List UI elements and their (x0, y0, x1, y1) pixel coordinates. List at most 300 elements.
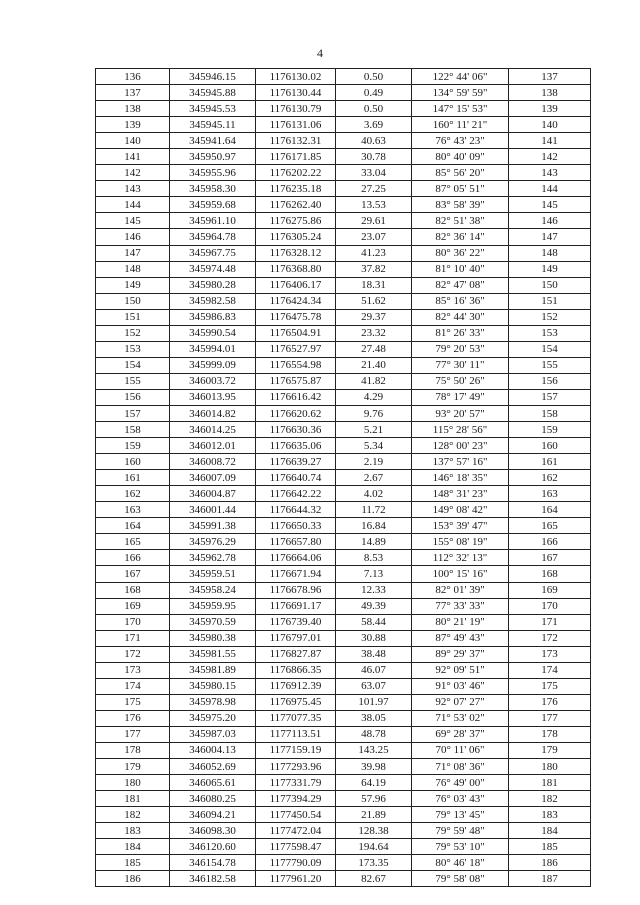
point-number-cell: 140 (96, 133, 170, 149)
x-coordinate-cell: 345958.30 (170, 181, 256, 197)
point-number-cell: 136 (96, 69, 170, 85)
y-coordinate-cell: 1177472.04 (256, 823, 336, 839)
table-row (96, 454, 591, 470)
point-number-cell: 180 (96, 775, 170, 791)
y-coordinate-cell: 1176131.06 (256, 117, 336, 133)
table-row (96, 839, 591, 855)
next-point-cell: 158 (509, 405, 591, 421)
point-number-cell: 141 (96, 149, 170, 165)
table-row (96, 293, 591, 309)
table-row (96, 422, 591, 438)
next-point-cell: 138 (509, 85, 591, 101)
distance-cell: 46.07 (336, 662, 412, 678)
bearing-cell: 79° 20' 53" (412, 341, 509, 357)
table-row (96, 614, 591, 630)
next-point-cell: 157 (509, 389, 591, 405)
point-number-cell: 154 (96, 357, 170, 373)
distance-cell: 37.82 (336, 261, 412, 277)
point-number-cell: 137 (96, 85, 170, 101)
point-number-cell: 139 (96, 117, 170, 133)
table-row (96, 357, 591, 373)
distance-cell: 9.76 (336, 405, 412, 421)
distance-cell: 3.69 (336, 117, 412, 133)
bearing-cell: 148° 31' 23" (412, 486, 509, 502)
bearing-cell: 81° 10' 40" (412, 261, 509, 277)
y-coordinate-cell: 1176262.40 (256, 197, 336, 213)
next-point-cell: 167 (509, 550, 591, 566)
next-point-cell: 173 (509, 646, 591, 662)
bearing-cell: 137° 57' 16" (412, 454, 509, 470)
table-row (96, 101, 591, 117)
table-row (96, 550, 591, 566)
x-coordinate-cell: 345945.88 (170, 85, 256, 101)
x-coordinate-cell: 346003.72 (170, 373, 256, 389)
next-point-cell: 143 (509, 165, 591, 181)
x-coordinate-cell: 346098.30 (170, 823, 256, 839)
distance-cell: 63.07 (336, 678, 412, 694)
point-number-cell: 145 (96, 213, 170, 229)
x-coordinate-cell: 345959.51 (170, 566, 256, 582)
x-coordinate-cell: 346012.01 (170, 438, 256, 454)
table-row (96, 117, 591, 133)
y-coordinate-cell: 1176130.79 (256, 101, 336, 117)
coordinates-table-body (96, 69, 591, 887)
point-number-cell: 149 (96, 277, 170, 293)
next-point-cell: 185 (509, 839, 591, 855)
distance-cell: 41.23 (336, 245, 412, 261)
x-coordinate-cell: 345945.11 (170, 117, 256, 133)
x-coordinate-cell: 346080.25 (170, 791, 256, 807)
x-coordinate-cell: 345959.95 (170, 598, 256, 614)
point-number-cell: 179 (96, 759, 170, 775)
table-row (96, 791, 591, 807)
y-coordinate-cell: 1176424.34 (256, 293, 336, 309)
distance-cell: 51.62 (336, 293, 412, 309)
y-coordinate-cell: 1176975.45 (256, 694, 336, 710)
x-coordinate-cell: 346013.95 (170, 389, 256, 405)
y-coordinate-cell: 1176630.36 (256, 422, 336, 438)
y-coordinate-cell: 1177598.47 (256, 839, 336, 855)
bearing-cell: 79° 59' 48" (412, 823, 509, 839)
x-coordinate-cell: 346014.82 (170, 405, 256, 421)
x-coordinate-cell: 345941.64 (170, 133, 256, 149)
next-point-cell: 186 (509, 855, 591, 871)
point-number-cell: 150 (96, 293, 170, 309)
bearing-cell: 79° 58' 08" (412, 871, 509, 887)
x-coordinate-cell: 346004.87 (170, 486, 256, 502)
next-point-cell: 140 (509, 117, 591, 133)
x-coordinate-cell: 346120.60 (170, 839, 256, 855)
x-coordinate-cell: 345975.20 (170, 710, 256, 726)
bearing-cell: 71° 53' 02" (412, 710, 509, 726)
bearing-cell: 85° 56' 20" (412, 165, 509, 181)
table-row (96, 855, 591, 871)
next-point-cell: 184 (509, 823, 591, 839)
distance-cell: 0.49 (336, 85, 412, 101)
bearing-cell: 149° 08' 42" (412, 502, 509, 518)
y-coordinate-cell: 1177293.96 (256, 759, 336, 775)
point-number-cell: 147 (96, 245, 170, 261)
point-number-cell: 168 (96, 582, 170, 598)
x-coordinate-cell: 345961.10 (170, 213, 256, 229)
x-coordinate-cell: 345999.09 (170, 357, 256, 373)
bearing-cell: 155° 08' 19" (412, 534, 509, 550)
y-coordinate-cell: 1176739.40 (256, 614, 336, 630)
bearing-cell: 87° 49' 43" (412, 630, 509, 646)
distance-cell: 27.48 (336, 341, 412, 357)
bearing-cell: 77° 33' 33" (412, 598, 509, 614)
point-number-cell: 186 (96, 871, 170, 887)
y-coordinate-cell: 1176639.27 (256, 454, 336, 470)
bearing-cell: 160° 11' 21" (412, 117, 509, 133)
y-coordinate-cell: 1176678.96 (256, 582, 336, 598)
table-row (96, 373, 591, 389)
distance-cell: 23.32 (336, 325, 412, 341)
point-number-cell: 185 (96, 855, 170, 871)
bearing-cell: 82° 36' 14" (412, 229, 509, 245)
table-row (96, 85, 591, 101)
y-coordinate-cell: 1177113.51 (256, 726, 336, 742)
table-row (96, 341, 591, 357)
x-coordinate-cell: 346182.58 (170, 871, 256, 887)
coordinates-table (95, 68, 591, 887)
next-point-cell: 172 (509, 630, 591, 646)
point-number-cell: 175 (96, 694, 170, 710)
distance-cell: 12.33 (336, 582, 412, 598)
table-row (96, 775, 591, 791)
distance-cell: 29.37 (336, 309, 412, 325)
next-point-cell: 149 (509, 261, 591, 277)
x-coordinate-cell: 345994.01 (170, 341, 256, 357)
table-row (96, 742, 591, 758)
table-row (96, 807, 591, 823)
point-number-cell: 158 (96, 422, 170, 438)
distance-cell: 21.40 (336, 357, 412, 373)
table-row (96, 823, 591, 839)
x-coordinate-cell: 345958.24 (170, 582, 256, 598)
x-coordinate-cell: 346007.09 (170, 470, 256, 486)
y-coordinate-cell: 1176475.78 (256, 309, 336, 325)
distance-cell: 14.89 (336, 534, 412, 550)
next-point-cell: 164 (509, 502, 591, 518)
y-coordinate-cell: 1176797.01 (256, 630, 336, 646)
point-number-cell: 161 (96, 470, 170, 486)
table-row (96, 759, 591, 775)
bearing-cell: 82° 51' 38" (412, 213, 509, 229)
point-number-cell: 160 (96, 454, 170, 470)
y-coordinate-cell: 1176275.86 (256, 213, 336, 229)
x-coordinate-cell: 345981.55 (170, 646, 256, 662)
table-row (96, 277, 591, 293)
distance-cell: 11.72 (336, 502, 412, 518)
point-number-cell: 183 (96, 823, 170, 839)
distance-cell: 58.44 (336, 614, 412, 630)
next-point-cell: 176 (509, 694, 591, 710)
next-point-cell: 179 (509, 742, 591, 758)
next-point-cell: 187 (509, 871, 591, 887)
y-coordinate-cell: 1176504.91 (256, 325, 336, 341)
x-coordinate-cell: 345980.15 (170, 678, 256, 694)
y-coordinate-cell: 1176616.42 (256, 389, 336, 405)
point-number-cell: 159 (96, 438, 170, 454)
bearing-cell: 83° 58' 39" (412, 197, 509, 213)
table-row (96, 646, 591, 662)
table-row (96, 582, 591, 598)
next-point-cell: 175 (509, 678, 591, 694)
distance-cell: 41.82 (336, 373, 412, 389)
y-coordinate-cell: 1176554.98 (256, 357, 336, 373)
distance-cell: 23.07 (336, 229, 412, 245)
next-point-cell: 154 (509, 341, 591, 357)
bearing-cell: 76° 43' 23" (412, 133, 509, 149)
distance-cell: 57.96 (336, 791, 412, 807)
distance-cell: 173.35 (336, 855, 412, 871)
next-point-cell: 156 (509, 373, 591, 389)
bearing-cell: 80° 46' 18" (412, 855, 509, 871)
distance-cell: 5.34 (336, 438, 412, 454)
next-point-cell: 180 (509, 759, 591, 775)
next-point-cell: 159 (509, 422, 591, 438)
distance-cell: 39.98 (336, 759, 412, 775)
point-number-cell: 143 (96, 181, 170, 197)
y-coordinate-cell: 1176644.32 (256, 502, 336, 518)
bearing-cell: 146° 18' 35" (412, 470, 509, 486)
table-row (96, 662, 591, 678)
distance-cell: 5.21 (336, 422, 412, 438)
point-number-cell: 177 (96, 726, 170, 742)
distance-cell: 143.25 (336, 742, 412, 758)
bearing-cell: 79° 53' 10" (412, 839, 509, 855)
table-row (96, 181, 591, 197)
bearing-cell: 80° 36' 22" (412, 245, 509, 261)
bearing-cell: 75° 50' 26" (412, 373, 509, 389)
point-number-cell: 165 (96, 534, 170, 550)
point-number-cell: 162 (96, 486, 170, 502)
table-row (96, 133, 591, 149)
x-coordinate-cell: 346154.78 (170, 855, 256, 871)
x-coordinate-cell: 345950.97 (170, 149, 256, 165)
distance-cell: 194.64 (336, 839, 412, 855)
y-coordinate-cell: 1177077.35 (256, 710, 336, 726)
y-coordinate-cell: 1176527.97 (256, 341, 336, 357)
x-coordinate-cell: 345978.98 (170, 694, 256, 710)
point-number-cell: 181 (96, 791, 170, 807)
next-point-cell: 161 (509, 454, 591, 470)
y-coordinate-cell: 1176691.17 (256, 598, 336, 614)
table-row (96, 229, 591, 245)
table-row (96, 213, 591, 229)
next-point-cell: 153 (509, 325, 591, 341)
bearing-cell: 70° 11' 06" (412, 742, 509, 758)
next-point-cell: 142 (509, 149, 591, 165)
point-number-cell: 148 (96, 261, 170, 277)
bearing-cell: 89° 29' 37" (412, 646, 509, 662)
next-point-cell: 144 (509, 181, 591, 197)
point-number-cell: 151 (96, 309, 170, 325)
x-coordinate-cell: 345962.78 (170, 550, 256, 566)
table-row (96, 261, 591, 277)
bearing-cell: 112° 32' 13" (412, 550, 509, 566)
distance-cell: 30.88 (336, 630, 412, 646)
table-row (96, 197, 591, 213)
next-point-cell: 162 (509, 470, 591, 486)
table-row (96, 534, 591, 550)
y-coordinate-cell: 1176235.18 (256, 181, 336, 197)
next-point-cell: 177 (509, 710, 591, 726)
distance-cell: 128.38 (336, 823, 412, 839)
x-coordinate-cell: 345946.15 (170, 69, 256, 85)
next-point-cell: 170 (509, 598, 591, 614)
y-coordinate-cell: 1176664.06 (256, 550, 336, 566)
next-point-cell: 137 (509, 69, 591, 85)
next-point-cell: 152 (509, 309, 591, 325)
distance-cell: 7.13 (336, 566, 412, 582)
y-coordinate-cell: 1177961.20 (256, 871, 336, 887)
next-point-cell: 146 (509, 213, 591, 229)
next-point-cell: 163 (509, 486, 591, 502)
next-point-cell: 183 (509, 807, 591, 823)
page-number: 4 (317, 46, 323, 60)
distance-cell: 38.05 (336, 710, 412, 726)
y-coordinate-cell: 1177450.54 (256, 807, 336, 823)
x-coordinate-cell: 346008.72 (170, 454, 256, 470)
y-coordinate-cell: 1176130.44 (256, 85, 336, 101)
y-coordinate-cell: 1176650.33 (256, 518, 336, 534)
bearing-cell: 79° 13' 45" (412, 807, 509, 823)
x-coordinate-cell: 345982.58 (170, 293, 256, 309)
x-coordinate-cell: 345955.96 (170, 165, 256, 181)
table-row (96, 871, 591, 887)
table-row (96, 309, 591, 325)
table-row (96, 598, 591, 614)
distance-cell: 13.53 (336, 197, 412, 213)
table-row (96, 486, 591, 502)
y-coordinate-cell: 1176305.24 (256, 229, 336, 245)
bearing-cell: 134° 59' 59" (412, 85, 509, 101)
bearing-cell: 122° 44' 06" (412, 69, 509, 85)
distance-cell: 38.48 (336, 646, 412, 662)
bearing-cell: 76° 49' 00" (412, 775, 509, 791)
table-row (96, 566, 591, 582)
bearing-cell: 69° 28' 37" (412, 726, 509, 742)
y-coordinate-cell: 1176368.80 (256, 261, 336, 277)
distance-cell: 4.29 (336, 389, 412, 405)
x-coordinate-cell: 346065.61 (170, 775, 256, 791)
distance-cell: 29.61 (336, 213, 412, 229)
point-number-cell: 174 (96, 678, 170, 694)
table-row (96, 470, 591, 486)
distance-cell: 0.50 (336, 69, 412, 85)
x-coordinate-cell: 346014.25 (170, 422, 256, 438)
bearing-cell: 153° 39' 47" (412, 518, 509, 534)
point-number-cell: 182 (96, 807, 170, 823)
point-number-cell: 155 (96, 373, 170, 389)
bearing-cell: 76° 03' 43" (412, 791, 509, 807)
point-number-cell: 156 (96, 389, 170, 405)
next-point-cell: 145 (509, 197, 591, 213)
next-point-cell: 150 (509, 277, 591, 293)
y-coordinate-cell: 1176827.87 (256, 646, 336, 662)
y-coordinate-cell: 1176620.62 (256, 405, 336, 421)
distance-cell: 64.19 (336, 775, 412, 791)
point-number-cell: 163 (96, 502, 170, 518)
x-coordinate-cell: 346001.44 (170, 502, 256, 518)
distance-cell: 2.19 (336, 454, 412, 470)
y-coordinate-cell: 1176635.06 (256, 438, 336, 454)
point-number-cell: 171 (96, 630, 170, 646)
x-coordinate-cell: 345974.48 (170, 261, 256, 277)
y-coordinate-cell: 1176130.02 (256, 69, 336, 85)
bearing-cell: 82° 01' 39" (412, 582, 509, 598)
point-number-cell: 184 (96, 839, 170, 855)
y-coordinate-cell: 1176328.12 (256, 245, 336, 261)
table-row (96, 518, 591, 534)
y-coordinate-cell: 1176132.31 (256, 133, 336, 149)
x-coordinate-cell: 346094.21 (170, 807, 256, 823)
y-coordinate-cell: 1176575.87 (256, 373, 336, 389)
bearing-cell: 81° 26' 33" (412, 325, 509, 341)
next-point-cell: 155 (509, 357, 591, 373)
y-coordinate-cell: 1176912.39 (256, 678, 336, 694)
y-coordinate-cell: 1176671.94 (256, 566, 336, 582)
distance-cell: 101.97 (336, 694, 412, 710)
y-coordinate-cell: 1177331.79 (256, 775, 336, 791)
distance-cell: 40.63 (336, 133, 412, 149)
x-coordinate-cell: 345981.89 (170, 662, 256, 678)
next-point-cell: 174 (509, 662, 591, 678)
point-number-cell: 176 (96, 710, 170, 726)
next-point-cell: 171 (509, 614, 591, 630)
bearing-cell: 82° 47' 08" (412, 277, 509, 293)
bearing-cell: 92° 09' 51" (412, 662, 509, 678)
bearing-cell: 80° 21' 19" (412, 614, 509, 630)
point-number-cell: 167 (96, 566, 170, 582)
next-point-cell: 165 (509, 518, 591, 534)
distance-cell: 49.39 (336, 598, 412, 614)
distance-cell: 48.78 (336, 726, 412, 742)
point-number-cell: 138 (96, 101, 170, 117)
distance-cell: 4.02 (336, 486, 412, 502)
x-coordinate-cell: 345986.83 (170, 309, 256, 325)
distance-cell: 82.67 (336, 871, 412, 887)
point-number-cell: 142 (96, 165, 170, 181)
next-point-cell: 182 (509, 791, 591, 807)
distance-cell: 16.84 (336, 518, 412, 534)
x-coordinate-cell: 345959.68 (170, 197, 256, 213)
bearing-cell: 91° 03' 46" (412, 678, 509, 694)
y-coordinate-cell: 1176202.22 (256, 165, 336, 181)
y-coordinate-cell: 1177790.09 (256, 855, 336, 871)
point-number-cell: 178 (96, 742, 170, 758)
y-coordinate-cell: 1177159.19 (256, 742, 336, 758)
x-coordinate-cell: 345970.59 (170, 614, 256, 630)
bearing-cell: 115° 28' 56" (412, 422, 509, 438)
table-row (96, 389, 591, 405)
distance-cell: 2.67 (336, 470, 412, 486)
next-point-cell: 141 (509, 133, 591, 149)
x-coordinate-cell: 346052.69 (170, 759, 256, 775)
y-coordinate-cell: 1176657.80 (256, 534, 336, 550)
next-point-cell: 168 (509, 566, 591, 582)
point-number-cell: 173 (96, 662, 170, 678)
bearing-cell: 82° 44' 30" (412, 309, 509, 325)
y-coordinate-cell: 1176640.74 (256, 470, 336, 486)
x-coordinate-cell: 345976.29 (170, 534, 256, 550)
table-row (96, 630, 591, 646)
table-row (96, 710, 591, 726)
table-row (96, 502, 591, 518)
point-number-cell: 172 (96, 646, 170, 662)
